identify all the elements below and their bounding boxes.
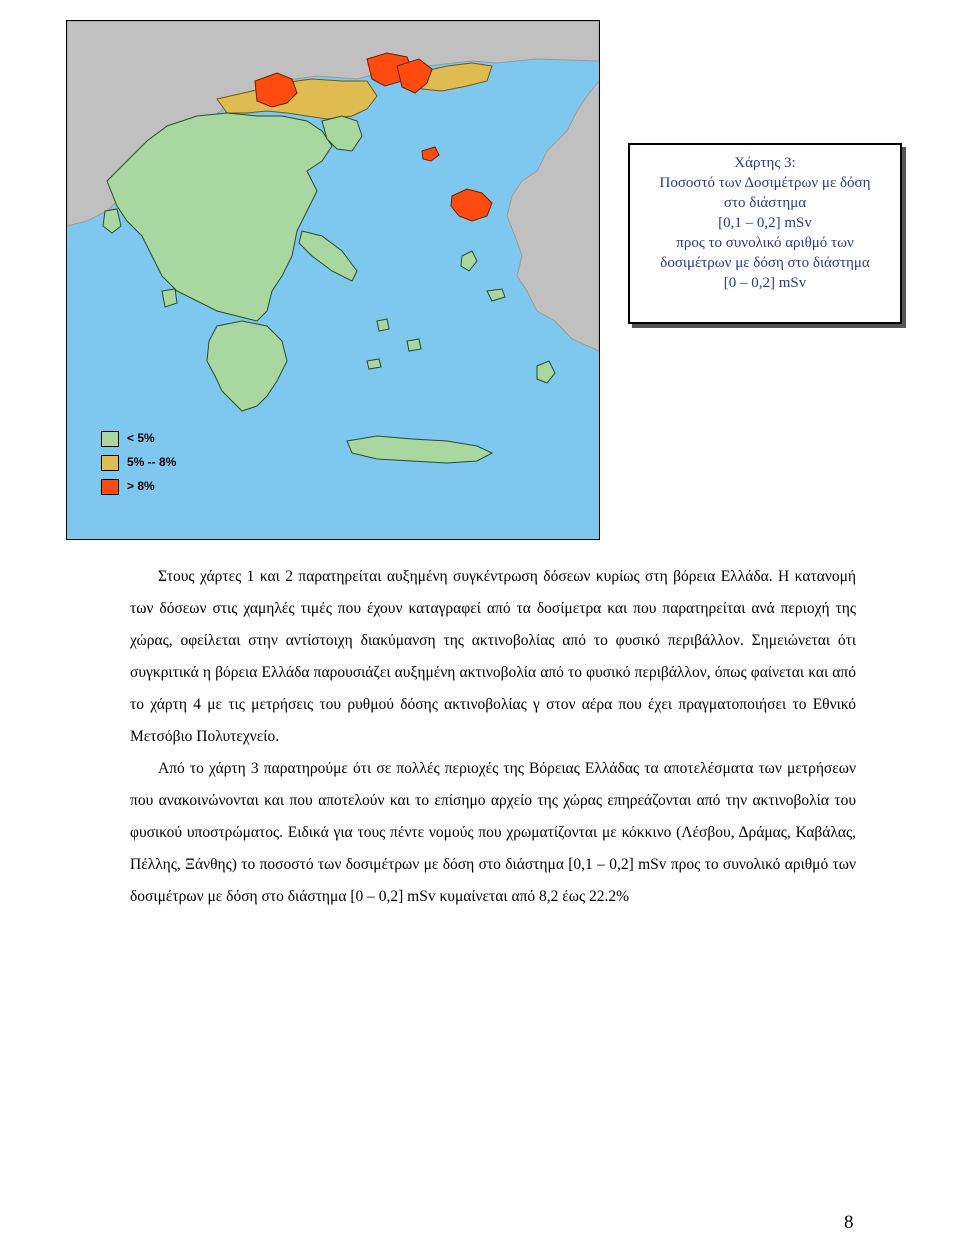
region-low-peloponnese: [207, 321, 287, 411]
page-number: 8: [844, 1212, 854, 1233]
region-low-ionian: [103, 209, 121, 233]
legend-swatch-medium: [101, 455, 119, 471]
region-low-cyclades-3: [367, 359, 381, 369]
body-text: [130, 561, 856, 913]
legend-label-high: > 8%: [127, 479, 155, 493]
legend-swatch-low: [101, 431, 119, 447]
map-caption-box: [628, 143, 902, 324]
map-caption: Χάρτης 3: Ποσοστό των Δοσιμέτρων με δόση στο διάστημα [0,1 – 0,2] mSv προς το συνολικό αριθμό των δοσιμέτρων με δόση στο διάστημα [0 – 0,2] mSv: [659, 155, 871, 291]
region-low-rhodes: [537, 361, 555, 383]
region-low-samos: [487, 289, 505, 301]
turkey-land: [507, 81, 599, 351]
legend-label-medium: 5% -- 8%: [127, 455, 177, 469]
region-low-cyclades-2: [407, 339, 421, 351]
legend-label-low: < 5%: [127, 431, 155, 445]
legend-swatch-high: [101, 479, 119, 495]
map-figure: [66, 20, 600, 540]
region-low-ionian-2: [162, 289, 177, 307]
region-high-island: [422, 147, 439, 161]
paragraph-2: Από το χάρτη 3 παρατηρούμε ότι σε πολλές περιοχές της Βόρειας Ελλάδας τα αποτελέσματα των μετρήσεων που ανακοινώνονται και που αποτελούν και το επίσημο αρχείο της χώρας επηρεάζονται από την ακτινοβολία του φυσικού υποστρώματος. Ειδικά για τους πέντε νομούς που χρωματίζονται με κόκκινο (Λέσβου, Δράμας, Καβάλας, Πέλλης, Ξάνθης) το ποσοστό των δοσιμέτρων με δόση στο διάστημα [0,1 – 0,2] mSv προς το συνολικό αριθμό των δοσιμέτρων με δόση στο διάστημα [0 – 0,2] mSv κυμαίνεται από 8,2 έως 22.2%: [130, 760, 856, 905]
paragraph-1: Στους χάρτες 1 και 2 παρατηρείται αυξημένη συγκέντρωση δόσεων κυρίως στη βόρεια Ελλάδα. Η κατανομή των δόσεων στις χαμηλές τιμές που έχουν καταγραφεί από τα δοσίμετρα και που παρατηρείται ανά περιοχή της χώρας, οφείλεται στην αντίστοιχη διακύμανση της ακτινοβολίας από το φυσικό περιβάλλον. Σημειώνεται ότι συγκριτικά η βόρεια Ελλάδα παρουσιάζει αυξημένη ακτινοβολία από το φυσικό περιβάλλον, όπως φαίνεται και από το χάρτη 4 με τις μετρήσεις του ρυθμού δόσης ακτινοβολίας γ στον αέρα που έχει πραγματοποιήσει το Εθνικό Μετσόβιο Πολυτεχνείο.: [130, 568, 856, 745]
region-low-evia: [299, 231, 357, 281]
region-high-lesvos: [451, 189, 492, 221]
region-low-crete: [347, 436, 492, 463]
region-low-chios: [461, 251, 477, 271]
region-low-cyclades-1: [377, 319, 389, 331]
